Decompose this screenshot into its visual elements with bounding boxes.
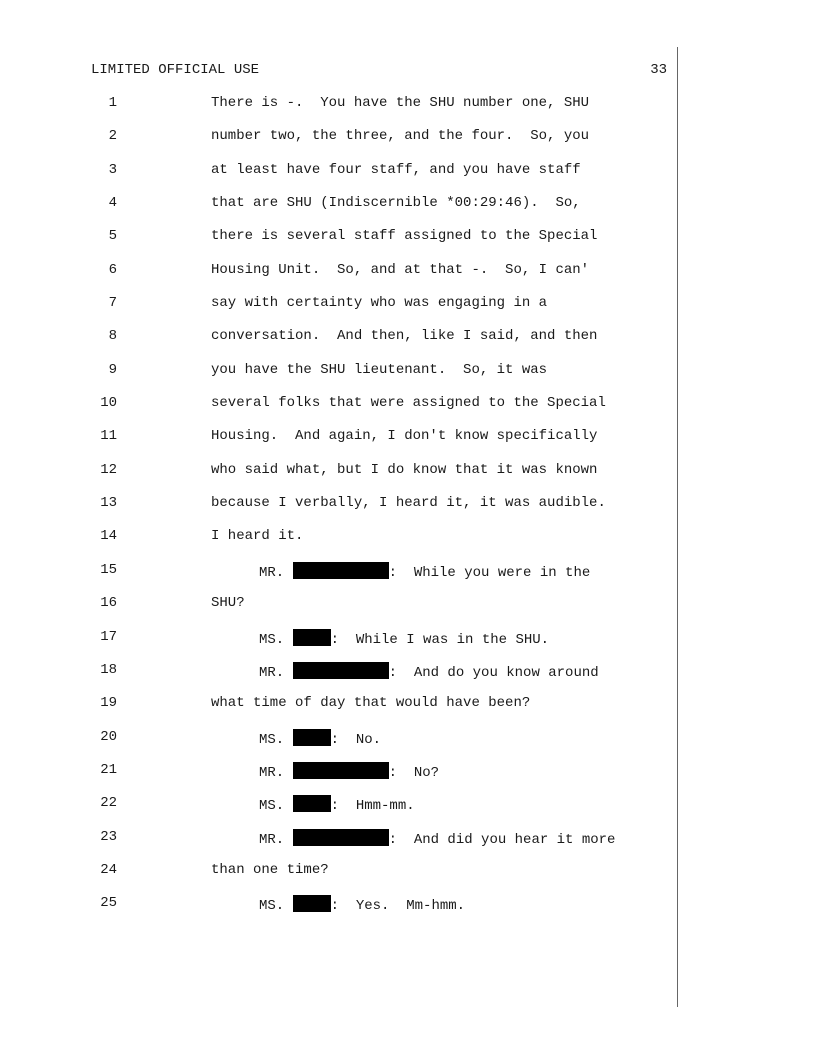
speaker-line: [259, 795, 415, 814]
line-text: several folks that were assigned to the Special: [211, 395, 606, 412]
line-text: conversation. And then, like I said, and then: [211, 328, 598, 345]
line-number: 4: [108, 195, 117, 212]
line-number: 2: [108, 128, 117, 145]
transcript-line: [0, 629, 816, 662]
line-number: 7: [108, 295, 117, 312]
line-number: 15: [100, 561, 117, 578]
line-number: 20: [100, 728, 117, 745]
speaker-line: [259, 562, 590, 581]
transcript-line: [0, 495, 816, 528]
line-number: 13: [100, 495, 117, 512]
line-text: at least have four staff, and you have staff: [211, 161, 581, 178]
line-text: : No.: [330, 731, 382, 748]
line-number: 18: [100, 661, 117, 678]
transcript-line: [0, 829, 816, 862]
line-text: : And do you know around: [388, 664, 599, 681]
speaker-line: [259, 629, 549, 648]
redaction-block: [293, 762, 389, 779]
transcript-line: [0, 162, 816, 195]
line-text: : Yes. Mm-hmm.: [330, 898, 466, 915]
line-text: because I verbally, I heard it, it was audible.: [211, 495, 606, 512]
speaker-line: [259, 895, 465, 914]
transcript-line: [0, 528, 816, 561]
speaker-title: MS.: [259, 631, 285, 648]
redaction-block: [293, 662, 389, 679]
speaker-title: MR.: [259, 831, 285, 848]
page-number: 33: [650, 62, 667, 78]
speaker-title: MS.: [259, 798, 285, 815]
line-text: : No?: [388, 764, 440, 781]
classification-header: LIMITED OFFICIAL USE: [91, 62, 260, 78]
line-text: : Hmm-mm.: [330, 798, 415, 815]
speaker-line: [259, 829, 615, 848]
transcript-line: [0, 562, 816, 595]
line-text: : And did you hear it more: [388, 831, 616, 848]
line-text: say with certainty who was engaging in a: [211, 295, 548, 312]
speaker-title: MS.: [259, 898, 285, 915]
line-number: 1: [108, 95, 117, 111]
line-text: I heard it.: [211, 528, 304, 545]
line-number: 5: [108, 228, 117, 245]
line-number: 23: [100, 828, 117, 845]
line-number: 16: [100, 595, 117, 612]
line-number: 6: [108, 261, 117, 278]
line-text: : While you were in the: [388, 564, 591, 581]
speaker-line: [259, 762, 439, 781]
line-number: 8: [108, 328, 117, 345]
transcript-line: [0, 729, 816, 762]
transcript-line: [0, 262, 816, 295]
line-text: there is several staff assigned to the Special: [211, 228, 598, 245]
transcript-line: [0, 695, 816, 728]
transcript-line: [0, 795, 816, 828]
speaker-line: [259, 729, 381, 748]
line-number: 14: [100, 528, 117, 545]
line-text: There is -. You have the SHU number one, SHU: [211, 95, 590, 111]
line-text: Housing. And again, I don't know specifically: [211, 428, 598, 445]
line-number: 22: [100, 795, 117, 812]
line-number: 19: [100, 695, 117, 712]
line-text: what time of day that would have been?: [211, 695, 531, 712]
line-number: 24: [100, 861, 117, 878]
line-text: number two, the three, and the four. So, you: [211, 128, 590, 145]
speaker-title: MS.: [259, 731, 285, 748]
transcript-line: [0, 228, 816, 261]
transcript-line: [0, 462, 816, 495]
transcript-line: [0, 328, 816, 361]
line-number: 10: [100, 395, 117, 412]
line-text: : While I was in the SHU.: [330, 631, 550, 648]
redaction-block: [293, 729, 331, 746]
line-text: SHU?: [211, 595, 245, 612]
transcript-line: [0, 295, 816, 328]
line-number: 21: [100, 761, 117, 778]
line-text: than one time?: [211, 861, 329, 878]
transcript-body: [0, 95, 816, 929]
line-number: 25: [100, 895, 117, 912]
line-number: 9: [108, 361, 117, 378]
line-number: 11: [100, 428, 117, 445]
line-text: Housing Unit. So, and at that -. So, I can': [211, 261, 590, 278]
redaction-block: [293, 829, 389, 846]
transcript-line: [0, 195, 816, 228]
line-text: you have the SHU lieutenant. So, it was: [211, 361, 548, 378]
speaker-title: MR.: [259, 664, 285, 681]
redaction-block: [293, 795, 331, 812]
transcript-line: [0, 595, 816, 628]
transcript-line: [0, 395, 816, 428]
transcript-line: [0, 895, 816, 928]
speaker-line: [259, 662, 599, 681]
line-text: that are SHU (Indiscernible *00:29:46). So,: [211, 195, 581, 212]
redaction-block: [293, 562, 389, 579]
transcript-line: [0, 862, 816, 895]
line-number: 12: [100, 461, 117, 478]
transcript-line: [0, 662, 816, 695]
transcript-line: [0, 428, 816, 461]
line-text: who said what, but I do know that it was known: [211, 461, 598, 478]
speaker-title: MR.: [259, 764, 285, 781]
transcript-line: [0, 362, 816, 395]
redaction-block: [293, 629, 331, 646]
transcript-line: [0, 762, 816, 795]
transcript-line: [0, 128, 816, 161]
line-number: 17: [100, 628, 117, 645]
speaker-title: MR.: [259, 564, 285, 581]
transcript-line: [0, 95, 816, 128]
redaction-block: [293, 895, 331, 912]
line-number: 3: [108, 161, 117, 178]
